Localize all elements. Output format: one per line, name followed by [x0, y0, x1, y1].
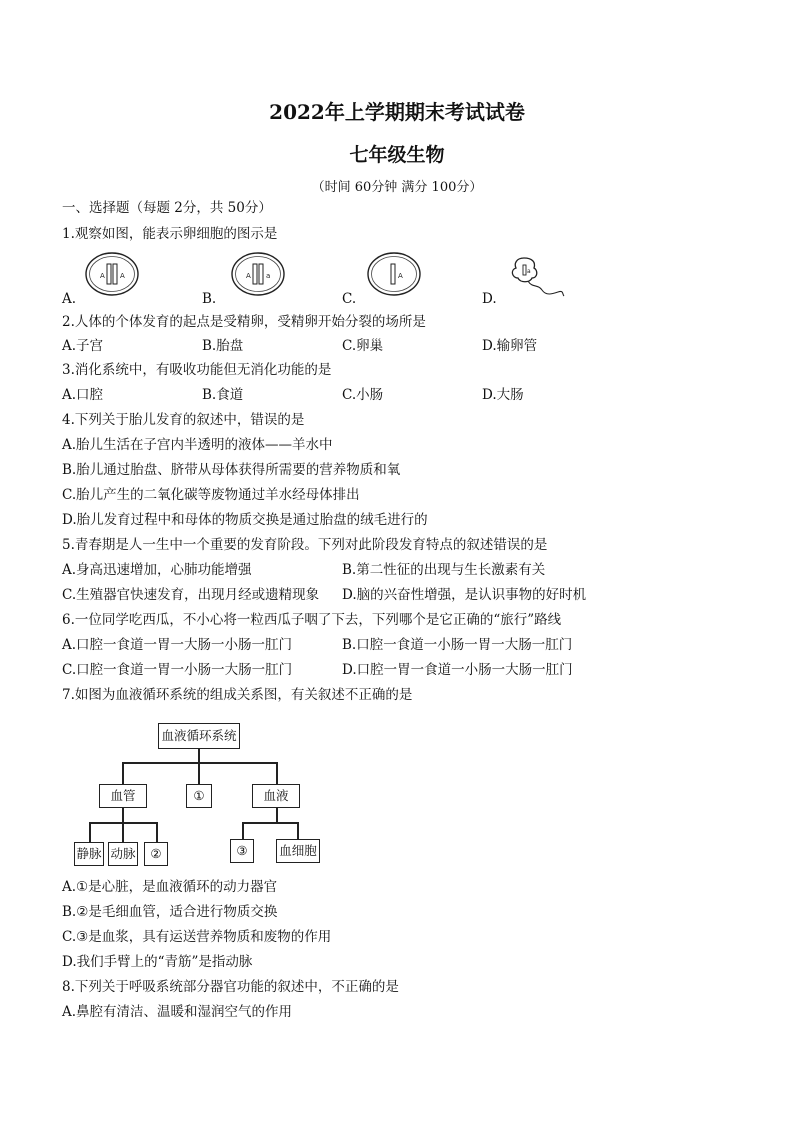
- diagram-box-blood-cells: 血细胞: [276, 839, 320, 863]
- q4-stem: 4.下列关于胎儿发育的叙述中，错误的是: [62, 412, 305, 428]
- q6-stem: 6.一位同学吃西瓜，不小心将一粒西瓜子咽了下去，下列哪个是它正确的“旅行”路线: [62, 612, 562, 628]
- svg-text:a: a: [527, 268, 531, 275]
- q5-option-b: B.第二性征的出现与生长激素有关: [342, 562, 546, 578]
- q1-option-a: A.: [62, 291, 77, 307]
- q3-option-c: C.小肠: [342, 387, 384, 403]
- q3-option-b: B.食道: [202, 387, 244, 403]
- q5-option-d: D.脑的兴奋性增强，是认识事物的好时机: [342, 587, 587, 603]
- svg-text:A: A: [398, 272, 403, 280]
- q2-option-b: B.胎盘: [202, 338, 244, 354]
- q4-option-c: C.胎儿产生的二氧化碳等废物通过羊水经母体排出: [62, 487, 360, 503]
- cell-figure-a: [82, 250, 142, 298]
- q2-option-a: A.子宫: [62, 338, 104, 354]
- diagram-box-three: ③: [230, 839, 254, 863]
- cell-figure-c: [364, 250, 424, 298]
- q4-option-d: D.胎儿发育过程中和母体的物质交换是通过胎盘的绒毛进行的: [62, 512, 428, 528]
- q7-option-a: A.①是心脏，是血液循环的动力器官: [62, 879, 278, 895]
- q7-option-d: D.我们手臂上的“青筋”是指动脉: [62, 954, 253, 970]
- q4-option-b: B.胎儿通过胎盘、脐带从母体获得所需要的营养物质和氧: [62, 462, 401, 478]
- q2-option-d: D.输卵管: [482, 338, 538, 354]
- q3-stem: 3.消化系统中，有吸收功能但无消化功能的是: [62, 362, 332, 378]
- section-heading: 一、选择题（每题 2分，共 50分）: [62, 200, 272, 216]
- svg-text:A: A: [100, 272, 105, 280]
- q7-option-b: B.②是毛细血管，适合进行物质交换: [62, 904, 278, 920]
- q6-option-c: C.口腔一食道一胃一小肠一大肠一肛门: [62, 662, 293, 678]
- exam-title: 2022年上学期期末考试试卷: [269, 100, 525, 124]
- q7-stem: 7.如图为血液循环系统的组成关系图，有关叙述不正确的是: [62, 687, 413, 703]
- circulatory-system-diagram: [62, 715, 322, 873]
- exam-info: （时间 60分钟 满分 100分）: [311, 180, 483, 195]
- q5-option-c: C.生殖器官快速发育，出现月经或遗精现象: [62, 587, 320, 603]
- diagram-box-vein: 静脉: [74, 842, 104, 866]
- q7-option-c: C.③是血浆，具有运送营养物质和废物的作用: [62, 929, 332, 945]
- q1-stem: 1.观察如图，能表示卵细胞的图示是: [62, 226, 278, 242]
- diagram-box-circulatory-system: 血液循环系统: [158, 723, 240, 749]
- diagram-box-one: ①: [186, 784, 212, 808]
- q1-option-c: C.: [342, 291, 357, 307]
- q1-option-d: D.: [482, 291, 497, 307]
- svg-text:A: A: [246, 272, 251, 280]
- q3-option-d: D.大肠: [482, 387, 524, 403]
- diagram-box-blood: 血液: [252, 784, 300, 808]
- q3-option-a: A.口腔: [62, 387, 104, 403]
- diagram-box-artery: 动脉: [108, 842, 138, 866]
- q2-option-c: C.卵巢: [342, 338, 384, 354]
- svg-text:A: A: [120, 272, 125, 280]
- q6-option-b: B.口腔一食道一小肠一胃一大肠一肛门: [342, 637, 573, 653]
- diagram-box-two: ②: [144, 842, 168, 866]
- q1-option-b: B.: [202, 291, 217, 307]
- q5-stem: 5.青春期是人一生中一个重要的发育阶段。下列对此阶段发育特点的叙述错误的是: [62, 537, 548, 553]
- svg-text:a: a: [266, 272, 271, 280]
- q8-option-a: A.鼻腔有清洁、温暖和湿润空气的作用: [62, 1004, 293, 1020]
- q6-option-a: A.口腔一食道一胃一大肠一小肠一肛门: [62, 637, 293, 653]
- q6-option-d: D.口腔一胃一食道一小肠一大肠一肛门: [342, 662, 573, 678]
- q2-stem: 2.人体的个体发育的起点是受精卵，受精卵开始分裂的场所是: [62, 314, 426, 330]
- diagram-box-blood-vessel: 血管: [99, 784, 147, 808]
- sperm-figure-d: [502, 250, 568, 298]
- exam-subject: 七年级生物: [349, 144, 445, 166]
- q5-option-a: A.身高迅速增加，心肺功能增强: [62, 562, 252, 578]
- q4-option-a: A.胎儿生活在子宫内半透明的液体——羊水中: [62, 437, 333, 453]
- q8-stem: 8.下列关于呼吸系统部分器官功能的叙述中，不正确的是: [62, 979, 399, 995]
- cell-figure-b: [228, 250, 288, 298]
